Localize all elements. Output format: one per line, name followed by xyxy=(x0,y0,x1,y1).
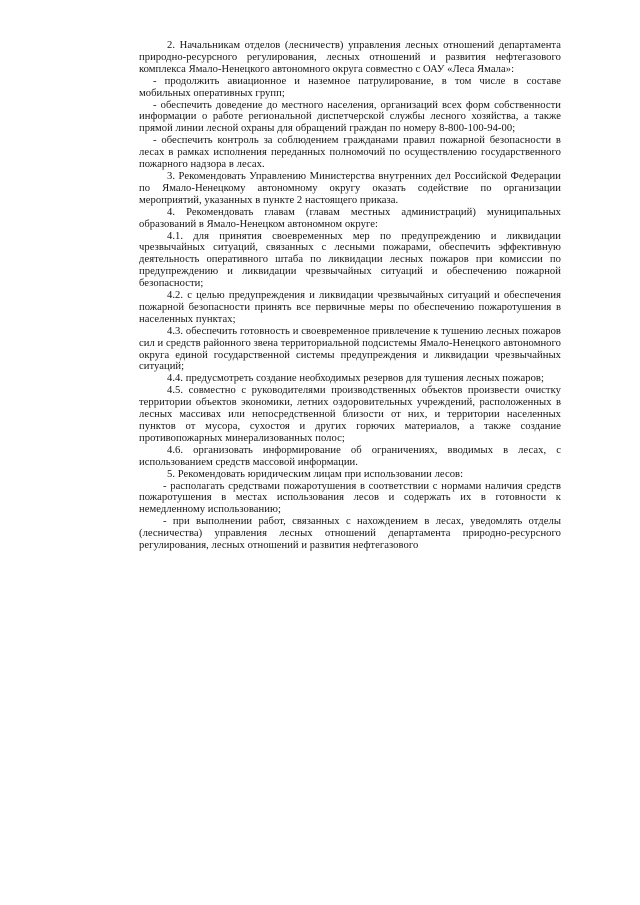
paragraph-4-5: 4.5. совместно с руководителями производственных объектов произвести очистку территории объектов экономики, летних оздоровительных учреждений, расположенных в лесных массивах или непосредственной близости от них, и территории населенных пунктов от мусора, сухостоя и других горючих материалов, а также создание противопожарных минерализованных полос; xyxy=(139,385,561,444)
paragraph-5: 5. Рекомендовать юридическим лицам при использовании лесов: xyxy=(167,468,464,480)
paragraph-4-1: 4.1. для принятия своевременных мер по предупреждению и ликвидации чрезвычайных ситуаций, связанных с лесными пожарами, обеспечить эффективную деятельность оперативного штаба по ликвидации лесных пожаров при комиссии по предупреждению и ликвидации чрезвычайных ситуаций и обеспечению пожарной безопасности; xyxy=(139,230,561,290)
paragraph-4-6: 4.6. организовать информирование об ограничениях, вводимых в лесах, с использованием средств массовой информации. xyxy=(139,444,561,468)
paragraph-2: 2. Начальникам отделов (лесничеств) управления лесных отношений департамента природно-ресурсного регулирования, лесных отношений и развития нефтегазового комплекса Ямало-Ненецкого автономного округа совместно с ОАУ «Леса Ямала»: xyxy=(139,40,561,75)
paragraph-2-item-inform: - обеспечить доведение до местного населения, организаций всех форм собственности информации о работе региональной диспетчерской службы лесного хозяйства, а также прямой линии лесной охраны для обращений граждан по номеру 8-800-100-94-00; xyxy=(139,99,561,135)
paragraph-3: 3. Рекомендовать Управлению Министерства внутренних дел Российской Федерации по Ямало-Ненецкому автономному округу оказать содействие по организации мероприятий, указанных в пункте 2 настоящего приказа. xyxy=(139,170,561,206)
paragraph-4-3: 4.3. обеспечить готовность и своевременное привлечение к тушению лесных пожаров сил и средств районного звена территориальной подсистемы Ямало-Ненецкого автономного округа единой государственной системы предупреждения и ликвидации чрезвычайных ситуаций; xyxy=(139,325,561,373)
paragraph-5-item-equipment: - располагать средствами пожаротушения в соответствии с нормами наличия средств пожаротушения в местах использования лесов и содержать их в готовности к немедленному использованию; xyxy=(139,480,561,516)
paragraph-2-item-control: - обеспечить контроль за соблюдением гражданами правил пожарной безопасности в лесах в рамках исполнения переданных полномочий по осуществлению государственного пожарного надзора в лесах. xyxy=(139,135,561,171)
paragraph-5-item-notify: - при выполнении работ, связанных с нахождением в лесах, уведомлять отделы (лесничества) управления лесных отношений департамента природно-ресурсного регулирования, лесных отношений и развития нефтегазового xyxy=(139,516,561,552)
paragraph-4: 4. Рекомендовать главам (главам местных администраций) муниципальных образований в Ямало-Ненецком автономном округе: xyxy=(139,206,561,230)
paragraph-4-2: 4.2. с целью предупреждения и ликвидации чрезвычайных ситуаций и обеспечения пожарной безопасности принять все первичные меры по обеспечению пожаротушения в населенных пунктах; xyxy=(139,290,561,325)
paragraph-2-item-patrol: - продолжить авиационное и наземное патрулирование, в том числе в составе мобильных оперативных групп; xyxy=(139,75,561,99)
document-body xyxy=(139,40,561,552)
paragraph-4-4: 4.4. предусмотреть создание необходимых резервов для тушения лесных пожаров; xyxy=(167,373,544,385)
